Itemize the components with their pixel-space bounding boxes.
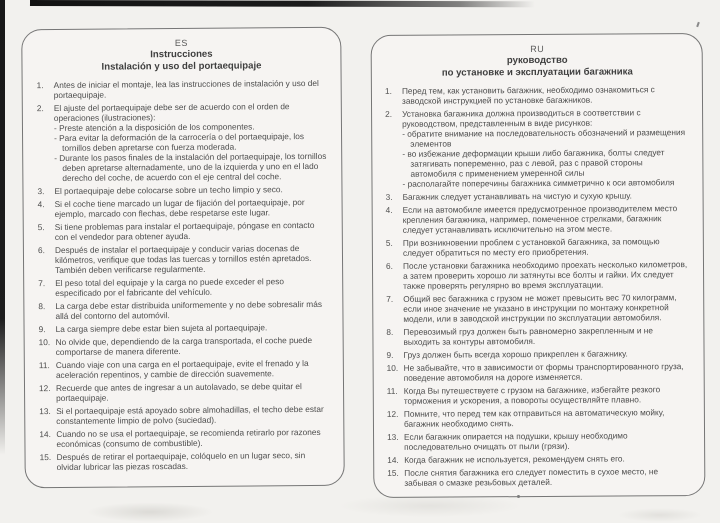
list-item xyxy=(387,453,692,465)
item-text: La carga debe estar distribuida uniformemente y no debe sobresalir más allá del contorno del automóvil. xyxy=(55,298,322,322)
panel-header-ru xyxy=(385,43,690,79)
item-text: El portaequipaje debe colocarse sobre un techo limpio y seco. xyxy=(54,184,283,197)
item-text: Установка багажника должна производиться в соответствии с руководством, представленным в виде рисунков: - обратите внимание на последовательность обозначений и размещения элементов - во избежание деформации крыши либо багажника, болты следует затягивать попеременно, раз с левой, раз с правой стороны автомобиля с применением умеренной силы - располагайте поперечины багажника симметрично к оси автомобиля xyxy=(402,107,690,189)
item-text: Если на автомобиле имеется предусмотренное производителем место крепления багажника, например, помеченное стрелками, багажник следует устанавливать исключительно на этом месте. xyxy=(402,203,678,235)
item-text: После снятия багажника его следует поместить в сухое место, не забывая о смазке резьбовых деталей. xyxy=(404,466,659,488)
title-ru-line2: по установке и эксплуатации багажника xyxy=(441,65,633,79)
list-item xyxy=(387,361,692,383)
item-number: 2. xyxy=(36,103,44,114)
item-number: 5. xyxy=(37,222,45,233)
item-text: Когда Вы путешествуете с грузом на багажнике, избегайте резкого торможения и ускорения, а повороты осуществляйте плавно. xyxy=(403,384,661,406)
sub-item: - располагайте поперечины багажника симметрично к оси автомобиля xyxy=(402,177,675,189)
scan-speck xyxy=(696,22,700,27)
list-item xyxy=(386,203,691,235)
title-es-line1: Instrucciones xyxy=(150,48,213,61)
list-item xyxy=(39,335,329,357)
list-item xyxy=(387,348,692,360)
scan-edge-top xyxy=(30,0,535,7)
item-number: 9. xyxy=(386,349,394,360)
list-item xyxy=(39,404,329,426)
sub-item: - во избежание деформации крыши либо багажника, болты следует затягивать попеременно, раз с левой, раз с правой стороны автомобиля с применением умеренной силы xyxy=(402,147,665,179)
item-text: Багажник следует устанавливать на чистую и сухую крышу. xyxy=(402,190,632,202)
panel-spanish-instructions xyxy=(21,27,345,488)
list-item xyxy=(387,466,692,488)
list-item xyxy=(386,190,691,202)
item-number: 1. xyxy=(36,80,44,91)
item-text: El peso total del equipaje y la carga no puede exceder el peso especificado por el fabricante del vehículo. xyxy=(55,276,285,299)
item-number: 14. xyxy=(39,429,51,440)
item-number: 13. xyxy=(39,406,51,417)
list-item xyxy=(385,84,690,106)
item-text: No olvide que, dependiendo de la carga transportada, el coche puede comportarse de manera diferente. xyxy=(55,334,313,358)
item-number: 8. xyxy=(38,301,46,312)
item-text: El ajuste del portaequipaje debe ser de acuerdo con el orden de operaciones (ilustraciones): - Preste atención a la disposición de los componentes. - Para evitar la deformación de la carrocería o del portaequipaje, los tornillos deben apretarse con fuerza moderada. - Durante los pasos finales de la instalación del portaequipaje, los tornillos deben apretarse alternadamente, uno de la izquierda y uno en el lado derecho del coche, de acuerdo con el eje central del coche. xyxy=(53,101,327,183)
item-number: 10. xyxy=(38,337,51,348)
list-item xyxy=(39,322,329,334)
item-text: Después de instalar el portaequipaje y conducir varias docenas de kilómetros, verifique que todas las tuercas y tornillos estén apretados. También deben verificarse regularmente. xyxy=(54,243,312,276)
list-item xyxy=(386,236,691,258)
item-number: 15. xyxy=(39,452,52,463)
scan-edge-left xyxy=(0,0,5,455)
item-text: Si el portaequipaje está apoyado sobre almohadillas, el techo debe estar constantemente limpio de polvo (suciedad). xyxy=(56,403,324,427)
item-number: 2. xyxy=(385,108,393,119)
list-item xyxy=(387,430,692,452)
list-item xyxy=(39,381,329,403)
item-number: 13. xyxy=(387,431,399,442)
item-text: Cuando no se usa el portaequipaje, se recomienda retirarlo por razones económicas (consumo de combustible). xyxy=(56,426,321,449)
item-number: 12. xyxy=(38,383,51,394)
list-item xyxy=(37,78,327,100)
sub-item: - Durante los pasos finales de la instalación del portaequipaje, los tornillos deben apretarse alternadamente, uno de la izquierda y uno en el lado derecho del coche, de acuerdo con el eje central del coche. xyxy=(54,150,327,183)
item-text: Если багажник опирается на подушки, крышу необходимо последовательно очищать от пыли (грязи). xyxy=(404,430,628,452)
item-number: 3. xyxy=(385,191,393,202)
item-number: 6. xyxy=(385,260,393,271)
item-text: La carga siempre debe estar bien sujeta al portaequipaje. xyxy=(55,322,268,335)
item-text: Помните, что перед тем как отправиться на автоматическую мойку, багажник необходимо снять. xyxy=(403,407,665,429)
instruction-list-es xyxy=(37,78,330,472)
panel-header-es xyxy=(36,37,326,73)
item-text: Recuerde que antes de ingresar a un autolavado, se debe quitar el portaequipaje. xyxy=(55,381,302,404)
page-mark-dot xyxy=(517,495,520,498)
list-item xyxy=(39,427,329,449)
list-item xyxy=(38,220,328,242)
item-text: Si el coche tiene marcado un lugar de fijación del portaequipaje, por ejemplo, marcado con flechas, debe respetarse este lugar. xyxy=(54,197,305,220)
list-item xyxy=(38,276,328,298)
list-item xyxy=(38,197,328,219)
item-text: Antes de iniciar el montaje, lea las instrucciones de instalación y uso del portaequipaje. xyxy=(53,77,319,101)
title-ru-line1: руководство xyxy=(506,54,568,67)
item-number: 6. xyxy=(37,245,45,256)
item-text: Si tiene problemas para instalar el portaequipaje, póngase en contacto con el vendedor para obtener ayuda. xyxy=(54,219,315,243)
item-number: 15. xyxy=(387,467,399,478)
item-number: 11. xyxy=(38,360,50,371)
sub-item: - Preste atención a la disposición de los componentes. xyxy=(53,121,255,134)
item-number: 9. xyxy=(38,324,46,335)
item-number: 3. xyxy=(37,186,45,197)
item-number: 1. xyxy=(384,85,392,96)
item-number: 14. xyxy=(387,454,399,465)
list-item xyxy=(386,325,691,347)
list-item xyxy=(37,184,327,196)
item-text: Общий вес багажника с грузом не может превысить вес 70 килограмм, если иное значение не указано в инструкции по монтажу конкретной модели, или в заводской инструкции по эксплуатации автомобиля. xyxy=(403,292,677,324)
item-number: 8. xyxy=(386,326,394,337)
item-number: 11. xyxy=(386,385,398,396)
sub-item: - обратите внимание на последовательность обозначений и размещения элементов xyxy=(402,127,686,149)
item-text: Después de retirar el portaequipaje, colóquelo en un lugar seco, sin olvidar lubricar las piezas roscadas. xyxy=(56,450,306,472)
language-code-es: ES xyxy=(174,37,188,49)
item-number: 7. xyxy=(386,293,394,304)
instruction-list-ru xyxy=(385,84,692,488)
item-text: Груз должен быть всегда хорошо прикреплен к багажнику. xyxy=(403,348,628,360)
language-code-ru: RU xyxy=(530,43,545,55)
list-item xyxy=(38,243,328,275)
item-number: 5. xyxy=(385,237,393,248)
item-text: Перед тем, как установить багажник, необходимо ознакомиться с заводской инструкцией по установке багажников. xyxy=(401,84,655,106)
item-text: Не забывайте, что в зависимости от формы транспортированного груза, поведение автомобиля на дороге изменяется. xyxy=(403,361,684,383)
panel-russian-instructions xyxy=(371,33,706,498)
list-item xyxy=(386,259,691,291)
item-number: 4. xyxy=(385,204,393,215)
item-text: Перевозимый груз должен быть равномерно закрепленным и не выходить за контуры автомобиля. xyxy=(403,325,654,347)
list-item xyxy=(387,384,692,406)
item-number: 7. xyxy=(38,278,46,289)
item-text: Когда багажник не используется, рекомендуем снять его. xyxy=(404,453,625,465)
list-item xyxy=(38,299,328,321)
list-item xyxy=(39,358,329,380)
item-text: При возникновении проблем с установкой багажника, за помощью следует обратиться по месту его приобретения. xyxy=(402,236,660,258)
list-item xyxy=(385,107,690,189)
list-item xyxy=(37,101,328,183)
title-es-line2: Instalación y uso del portaequipaje xyxy=(101,59,262,73)
item-text: После установки багажника необходимо проехать несколько километров, а затем проверить хорошо ли затянуты все болты и гайки. Их следует также проверять регулярно во время эксплуатации. xyxy=(402,259,688,291)
list-item xyxy=(387,407,692,429)
sub-item: - Para evitar la deformación de la carrocería o del portaequipaje, los tornillos deben apretarse con fuerza moderada. xyxy=(54,131,305,153)
item-number: 12. xyxy=(386,408,399,419)
item-text: Cuando viaje con una carga en el portaequipaje, evite el frenado y la aceleración repentinos, y cambie de dirección suavemente. xyxy=(55,358,309,381)
item-number: 10. xyxy=(386,362,399,373)
list-item xyxy=(40,450,330,472)
item-number: 4. xyxy=(37,199,45,210)
list-item xyxy=(386,292,691,324)
